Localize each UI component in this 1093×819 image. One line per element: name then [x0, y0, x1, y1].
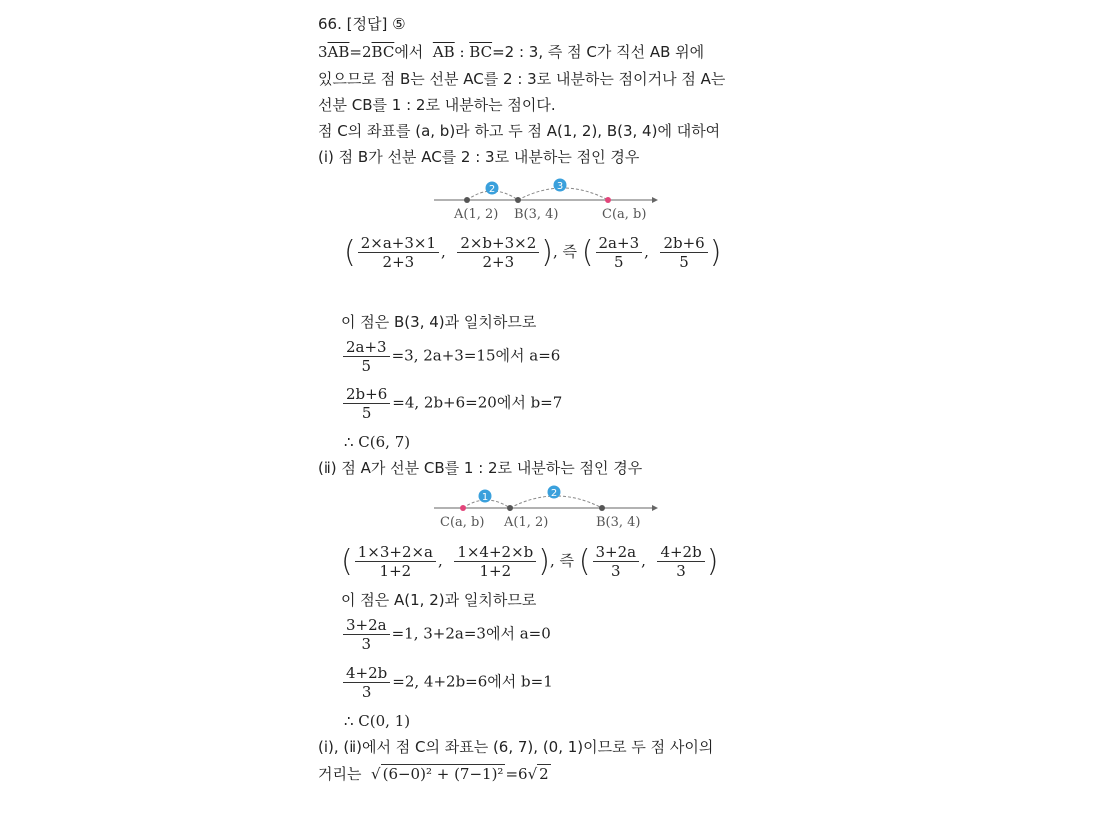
arrow-head: [652, 505, 658, 511]
point-b-dot: [599, 505, 605, 511]
fraction: $\frac{1\times 4+2\times b}{1+2}$: [454, 543, 536, 580]
fraction: $\frac{2a+3}{5}$: [343, 338, 390, 375]
point-c-dot: [460, 505, 466, 511]
label-b: B(3, 4): [514, 207, 559, 222]
case2-result: ∴ C(0, 1): [344, 712, 411, 730]
segment-ab: $\overline{AB}$: [327, 43, 350, 61]
case1-eq-a: $\frac{2a+3}{5}$ =3, 2a+3=15에서 a=6: [341, 338, 560, 375]
intro-line-2: 있으므로 점 B는 선분 AC를 2 : 3로 내분하는 점이거나 점 A는: [318, 70, 726, 88]
segment-ab-2: $\overline{AB}$: [432, 43, 455, 61]
text-eseo: 에서: [394, 43, 424, 61]
case2-eq-b: $\frac{4+2b}{3}$ =2, 4+2b=6에서 b=1: [341, 664, 553, 701]
conclusion-line-1: (ⅰ), (ⅱ)에서 점 C의 좌표는 (6, 7), (0, 1)이므로 두 점 사이의: [318, 738, 714, 756]
distance-result: =6: [505, 765, 528, 783]
case2-match: 이 점은 A(1, 2)과 일치하므로: [341, 591, 537, 609]
intro-line-1-rest: =2 : 3, 즉 점 C가 직선 AB 위에: [492, 43, 705, 61]
case1-formula: ( $\frac{2\times a+3\times 1}{2+3}$ , $\frac{2\times b+3\times 2}{2+3}$ ), 즉 ( $\frac{2a+3}{5}$ , $\frac{2b+6}{5}$ ): [344, 234, 722, 271]
fraction: $\frac{2b+6}{5}$: [343, 385, 390, 422]
paren-open: (: [581, 235, 594, 270]
case2-title: (ⅱ) 점 A가 선분 CB를 1 : 2로 내분하는 점인 경우: [318, 459, 643, 477]
paren-close: ): [538, 544, 550, 579]
fraction: $\frac{4+2b}{3}$: [343, 664, 390, 701]
number-line-diagram-2: [430, 482, 660, 532]
sqrt-radicand-2: 2: [539, 765, 549, 783]
fraction: $\frac{2b+6}{5}$: [660, 234, 707, 271]
conclusion-line-2: [318, 764, 551, 784]
point-a-dot: [507, 505, 513, 511]
fraction: $\frac{3+2a}{3}$: [343, 616, 390, 653]
label-a: A(1, 2): [504, 515, 549, 530]
number-line-diagram-1: [430, 174, 660, 224]
paren-close: ): [706, 544, 719, 579]
ratio-label-3: 3: [556, 181, 564, 192]
point-c-dot: [605, 197, 611, 203]
case1-result: ∴ C(6, 7): [344, 433, 411, 451]
paren-open: (: [341, 544, 353, 579]
label-a: A(1, 2): [454, 207, 499, 222]
sqrt-radicand: (6−0)² + (7−1)²: [382, 765, 504, 783]
segment-bc-2: $\overline{BC}$: [469, 43, 493, 61]
case2-eq-a: $\frac{3+2a}{3}$ =1, 3+2a=3에서 a=0: [341, 616, 551, 653]
paren-close: ): [709, 235, 722, 270]
coef-3: 3: [318, 43, 328, 61]
sqrt-symbol-2: √: [527, 765, 538, 783]
case1-match: 이 점은 B(3, 4)과 일치하므로: [341, 313, 537, 331]
answer-header: 66. [정답] ⑤: [318, 15, 406, 33]
point-b-dot: [515, 197, 521, 203]
text-distance: 거리는: [318, 765, 362, 783]
fraction: $\frac{3+2a}{3}$: [593, 543, 640, 580]
label-c: C(a, b): [440, 515, 485, 530]
segment-bc: $\overline{BC}$: [371, 43, 395, 61]
fraction: $\frac{4+2b}{3}$: [657, 543, 704, 580]
intro-line-3: 선분 CB를 1 : 2로 내분하는 점이다.: [318, 96, 556, 114]
ratio-label-2: 2: [550, 488, 558, 499]
fraction: $\frac{2\times a+3\times 1}{2+3}$: [358, 234, 439, 271]
label-b: B(3, 4): [596, 515, 641, 530]
label-c: C(a, b): [602, 207, 647, 222]
paren-open: (: [344, 235, 356, 270]
fraction: $\frac{2a+3}{5}$: [596, 234, 643, 271]
fraction: $\frac{1\times 3+2\times a}{1+2}$: [355, 543, 436, 580]
case2-formula: ( $\frac{1\times 3+2\times a}{1+2}$ , $\frac{1\times 4+2\times b}{1+2}$ ), 즉 ( $\frac{3+2a}{3}$ , $\frac{4+2b}{3}$ ): [341, 543, 719, 580]
paren-open: (: [578, 544, 591, 579]
eq-2: =2: [349, 43, 372, 61]
intro-line-4: 점 C의 좌표를 (a, b)라 하고 두 점 A(1, 2), B(3, 4)에 대하여: [318, 122, 721, 140]
case1-title: (ⅰ) 점 B가 선분 AC를 2 : 3로 내분하는 점인 경우: [318, 148, 640, 166]
text-jeuk: 즉: [559, 551, 575, 570]
intro-line-1: [318, 42, 704, 62]
colon: :: [454, 43, 470, 61]
paren-close: ): [541, 235, 553, 270]
sqrt-symbol: √: [371, 765, 381, 783]
case1-eq-b: $\frac{2b+6}{5}$ =4, 2b+6=20에서 b=7: [341, 385, 562, 422]
arrow-head: [652, 197, 658, 203]
ratio-label-2: 2: [488, 184, 496, 195]
text-jeuk: 즉: [562, 242, 578, 261]
point-a-dot: [464, 197, 470, 203]
ratio-label-1: 1: [481, 492, 489, 503]
fraction: $\frac{2\times b+3\times 2}{2+3}$: [457, 234, 539, 271]
